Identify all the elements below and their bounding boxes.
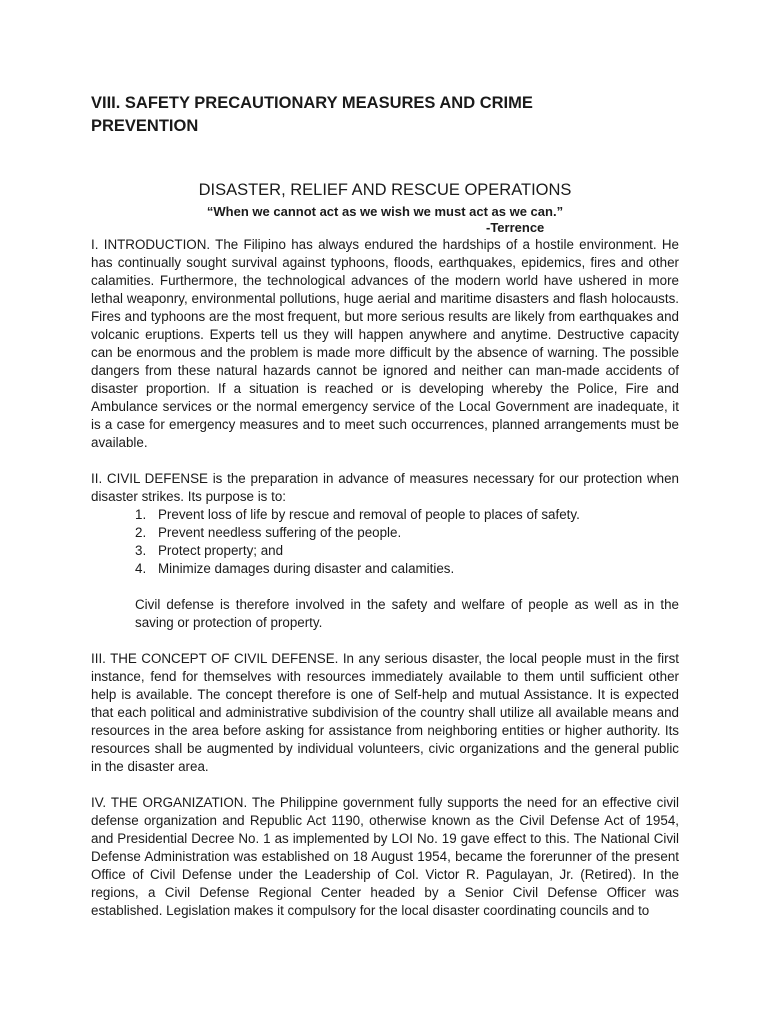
civil-defense-purpose-list (91, 506, 679, 578)
civil-defense-closing: Civil defense is therefore involved in the safety and welfare of people as well as in the saving or protection of property. (135, 597, 679, 630)
list-item: 2. Prevent needless suffering of the people. (135, 525, 402, 540)
concept-paragraph: III. THE CONCEPT OF CIVIL DEFENSE. In any serious disaster, the local people must in the first instance, fend for themselves with resources immediately available to them until sufficient other help is available. The concept therefore is one of Self-help and mutual Assistance. It is expected that each political and administrative subdivision of the country shall utilize all available means and resources in the area before asking for assistance from neighboring entities or higher authority. Its resources shall be augmented by individual volunteers, civic organizations and the general public in the disaster area. (91, 651, 679, 774)
section-title: VIII. SAFETY PRECAUTIONARY MEASURES AND CRIME PREVENTION (91, 94, 533, 135)
list-item: 1. Prevent loss of life by rescue and removal of people to places of safety. (135, 507, 580, 522)
organization-paragraph: IV. THE ORGANIZATION. The Philippine government fully supports the need for an effective civil defense organization and Republic Act 1190, otherwise known as the Civil Defense Act of 1954, and Presidential Decree No. 1 as implemented by LOI No. 19 gave effect to this. The National Civil Defense Administration was established on 18 August 1954, became the forerunner of the present Office of Civil Defense under the Leadership of Col. Victor R. Pagulayan, Jr. (Retired). In the regions, a Civil Defense Regional Center headed by a Senior Civil Defense Officer was established. Legislation makes it compulsory for the local disaster coordinating councils and to (91, 795, 679, 918)
document-page (91, 92, 679, 918)
document-body (91, 236, 679, 920)
quote-author: -Terrence (486, 220, 545, 235)
subtitle: DISASTER, RELIEF AND RESCUE OPERATIONS (198, 181, 572, 199)
list-item: 3. Protect property; and (135, 543, 284, 558)
quote: “When we cannot act as we wish we must act as we can.” (206, 204, 564, 219)
civil-defense-paragraph: II. CIVIL DEFENSE is the preparation in advance of measures necessary for our protection when disaster strikes. Its purpose is to: (91, 471, 679, 504)
list-item: 4. Minimize damages during disaster and calamities. (135, 561, 455, 576)
introduction-paragraph: I. INTRODUCTION. The Filipino has always endured the hardships of a hostile environment. He has continually sought survival against typhoons, floods, earthquakes, epidemics, fires and other calamities. Furthermore, the technological advances of the modern world have ushered in more lethal weaponry, environmental pollutions, huge aerial and maritime disasters and flash holocausts. Fires and typhoons are the most frequent, but more serious results are likely from earthquakes and volcanic eruptions. Experts tell us they will happen anywhere and anytime. Destructive capacity can be enormous and the problem is made more difficult by the absence of warning. The possible dangers from these natural hazards cannot be ignored and neither can man-made accidents of disaster proportion. If a situation is reached or is developing whereby the Police, Fire and Ambulance services or the normal emergency service of the Local Government are inadequate, it is a case for emergency measures and to meet such occurrences, planned arrangements must be available. (91, 237, 679, 450)
